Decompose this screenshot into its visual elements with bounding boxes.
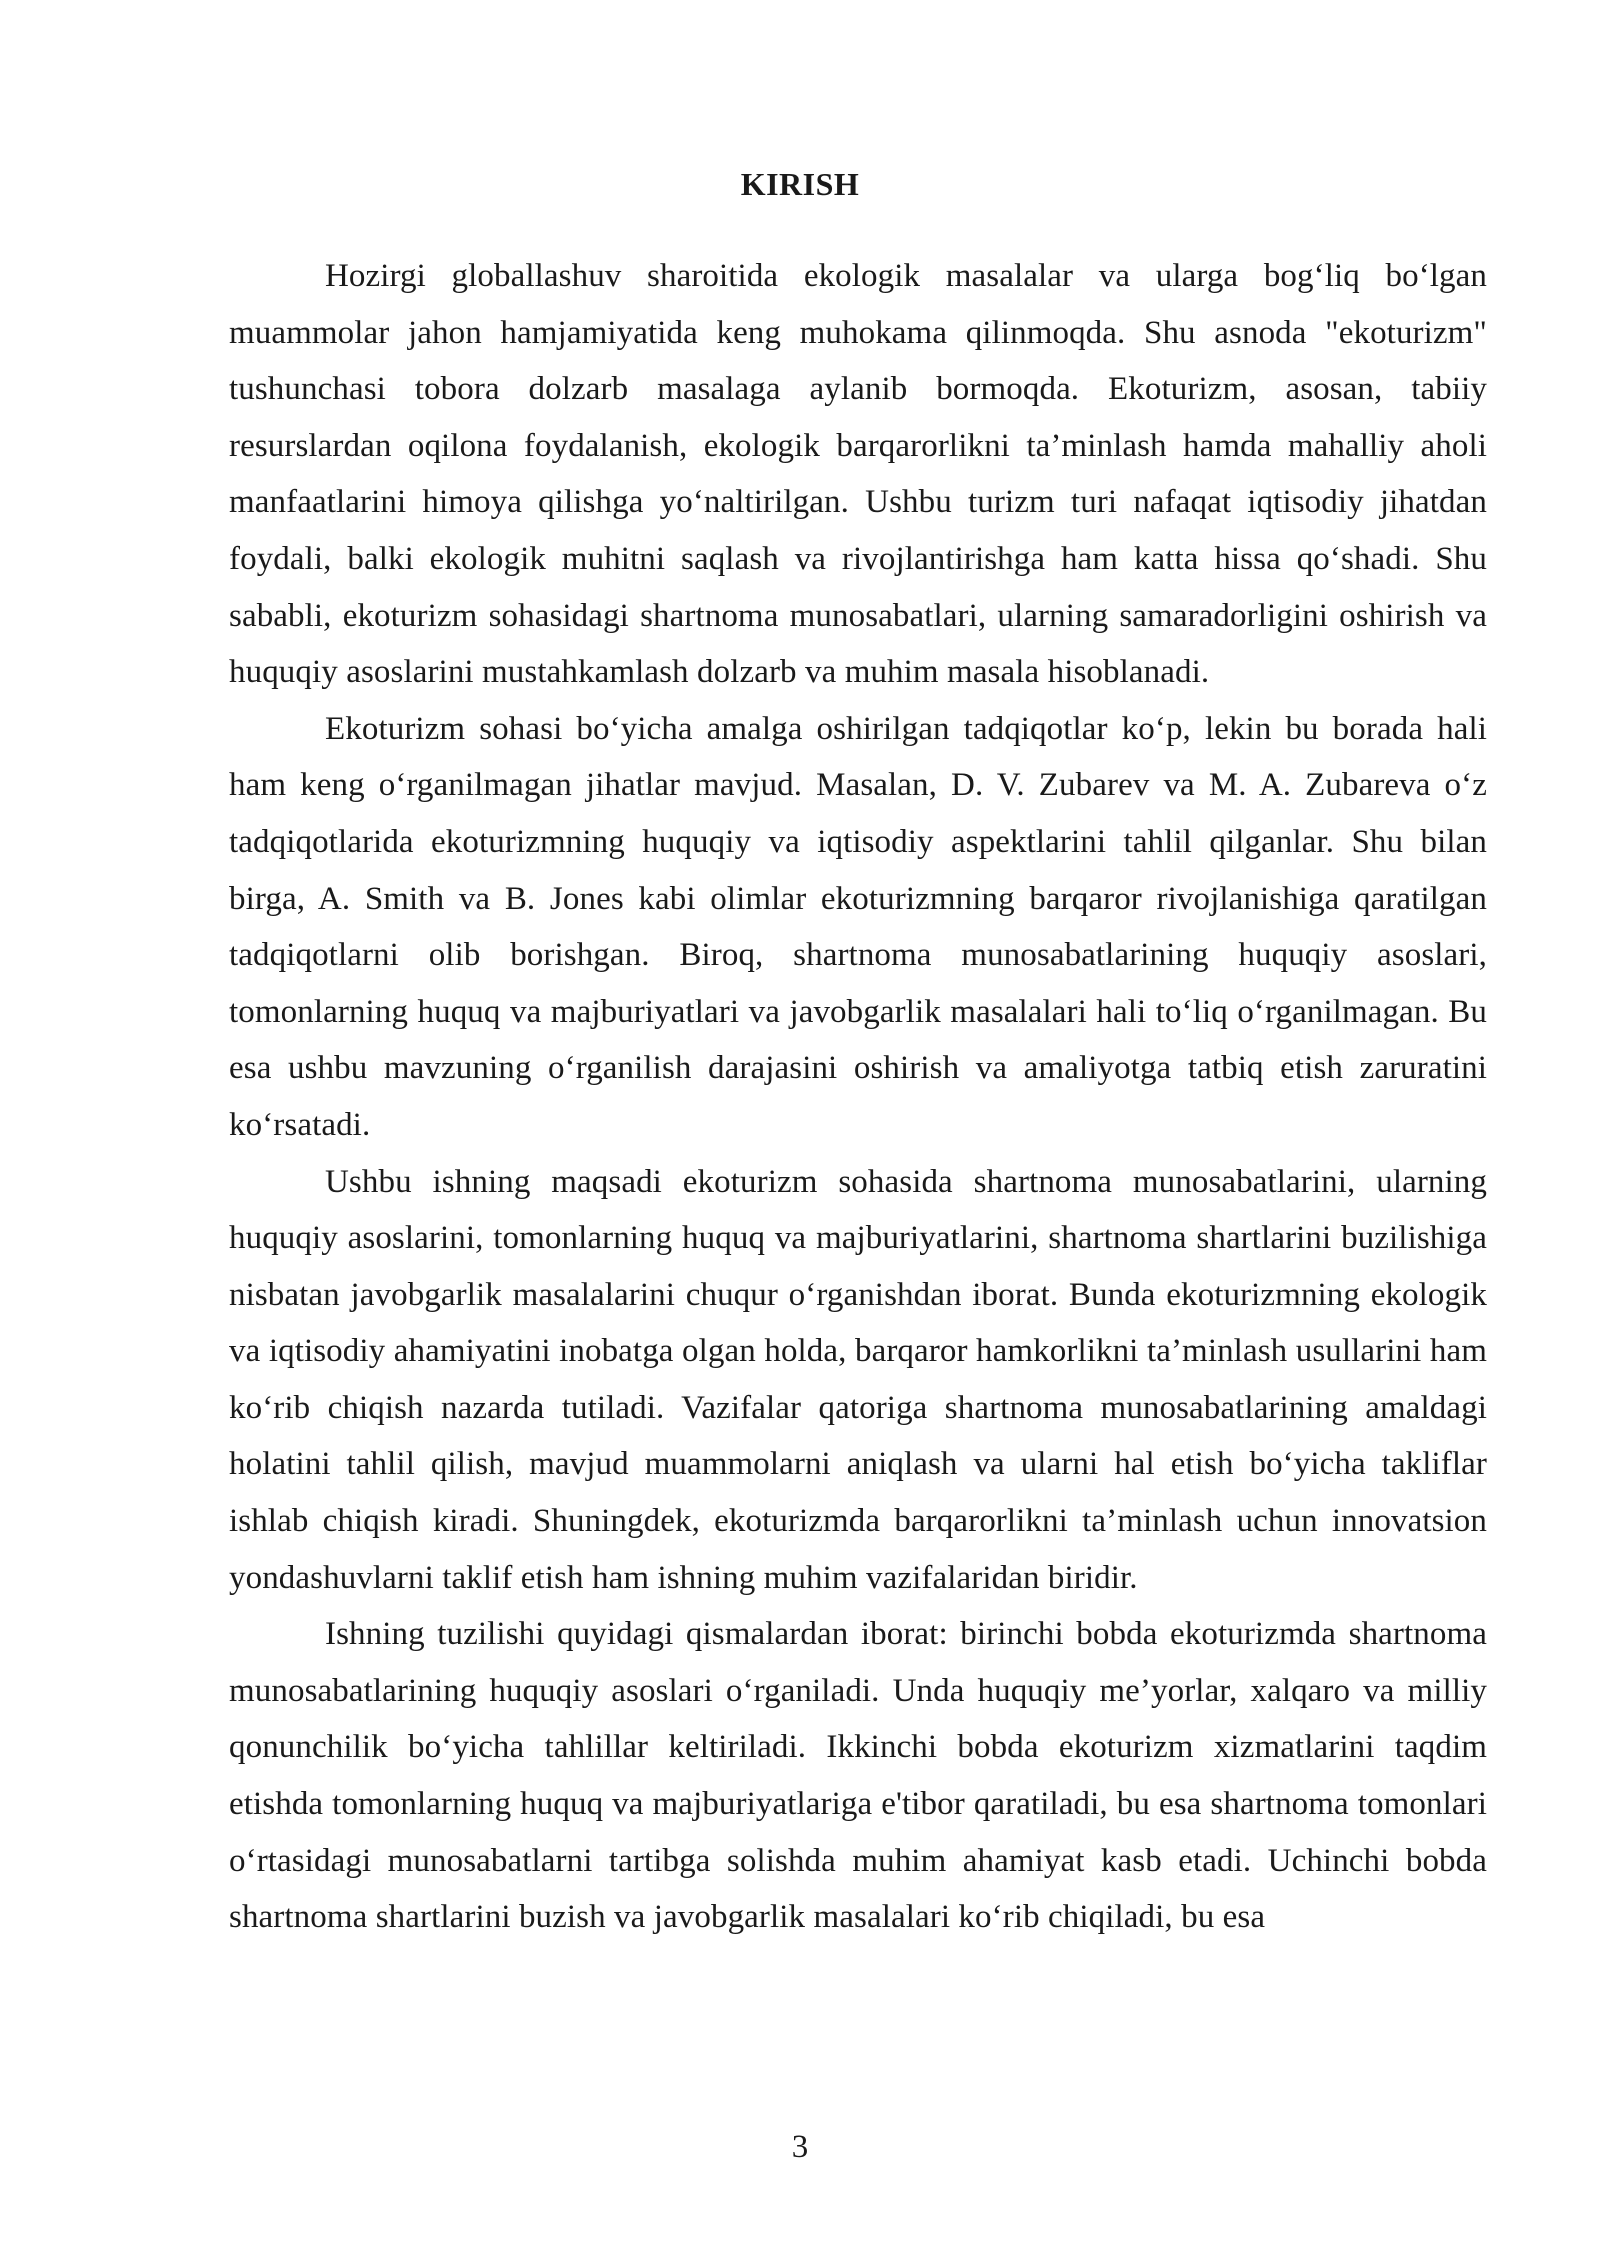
page-heading: KIRISH	[740, 166, 860, 202]
paragraph-2: Ekoturizm sohasi bo‘yicha amalga oshirilgan tadqiqotlar ko‘p, lekin bu borada hali ham keng o‘rganilmagan jihatlar mavjud. Masalan, D. V. Zubarev va M. A. Zubareva o‘z tadqiqotlarida ekoturizmning huquqiy va iqtisodiy aspektlarini tahlil qilganlar. Shu bilan birga, A. Smith va B. Jones kabi olimlar ekoturizmning barqaror rivojlanishiga qaratilgan tadqiqotlarni olib borishgan. Biroq, shartnoma munosabatlarining huquqiy asoslari, tomonlarning huquq va majburiyatlari va javobgarlik masalalari hali to‘liq o‘rganilmagan. Bu esa ushbu mavzuning o‘rganilish darajasini oshirish va amaliyotga tatbiq etish zaruratini ko‘rsatadi.	[229, 710, 1487, 1143]
body-text	[229, 248, 1487, 1946]
paragraph-1: Hozirgi globallashuv sharoitida ekologik masalalar va ularga bog‘liq bo‘lgan muammolar jahon hamjamiyatida keng muhokama qilinmoqda. Shu asnoda "ekoturizm" tushunchasi tobora dolzarb masalaga aylanib bormoqda. Ekoturizm, asosan, tabiiy resurslardan oqilona foydalanish, ekologik barqarorlikni ta’minlash hamda mahalliy aholi manfaatlarini himoya qilishga yo‘naltirilgan. Ushbu turizm turi nafaqat iqtisodiy jihatdan foydali, balki ekologik muhitni saqlash va rivojlantirishga ham katta hissa qo‘shadi. Shu sababli, ekoturizm sohasidagi shartnoma munosabatlari, ularning samaradorligini oshirish va huquqiy asoslarini mustahkamlash dolzarb va muhim masala hisoblanadi.	[229, 258, 1487, 691]
paragraph-4: Ishning tuzilishi quyidagi qismalardan iborat: birinchi bobda ekoturizmda shartnoma munosabatlarining huquqiy asoslari o‘rganiladi. Unda huquqiy me’yorlar, xalqaro va milliy qonunchilik bo‘yicha tahlillar keltiriladi. Ikkinchi bobda ekoturizm xizmatlarini taqdim etishda tomonlarning huquq va majburiyatlariga e'tibor qaratiladi, bu esa shartnoma tomonlari o‘rtasidagi munosabatlarni tartibga solishda muhim ahamiyat kasb etadi. Uchinchi bobda shartnoma shartlarini buzish va javobgarlik masalalari ko‘rib chiqiladi, bu esa	[229, 1616, 1487, 1936]
paragraph-3: Ushbu ishning maqsadi ekoturizm sohasida shartnoma munosabatlarini, ularning huquqiy asoslarini, tomonlarning huquq va majburiyatlarini, shartnoma shartlarini buzilishiga nisbatan javobgarlik masalalarini chuqur o‘rganishdan iborat. Bunda ekoturizmning ekologik va iqtisodiy ahamiyatini inobatga olgan holda, barqaror hamkorlikni ta’minlash usullarini ham ko‘rib chiqish nazarda tutiladi. Vazifalar qatoriga shartnoma munosabatlarining amaldagi holatini tahlil qilish, mavjud muammolarni aniqlash va ularni hal etish bo‘yicha takliflar ishlab chiqish kiradi. Shuningdek, ekoturizmda barqarorlikni ta’minlash uchun innovatsion yondashuvlarni taklif etish ham ishning muhim vazifalaridan biridir.	[229, 1163, 1487, 1596]
page-number: 3	[791, 2129, 809, 2165]
